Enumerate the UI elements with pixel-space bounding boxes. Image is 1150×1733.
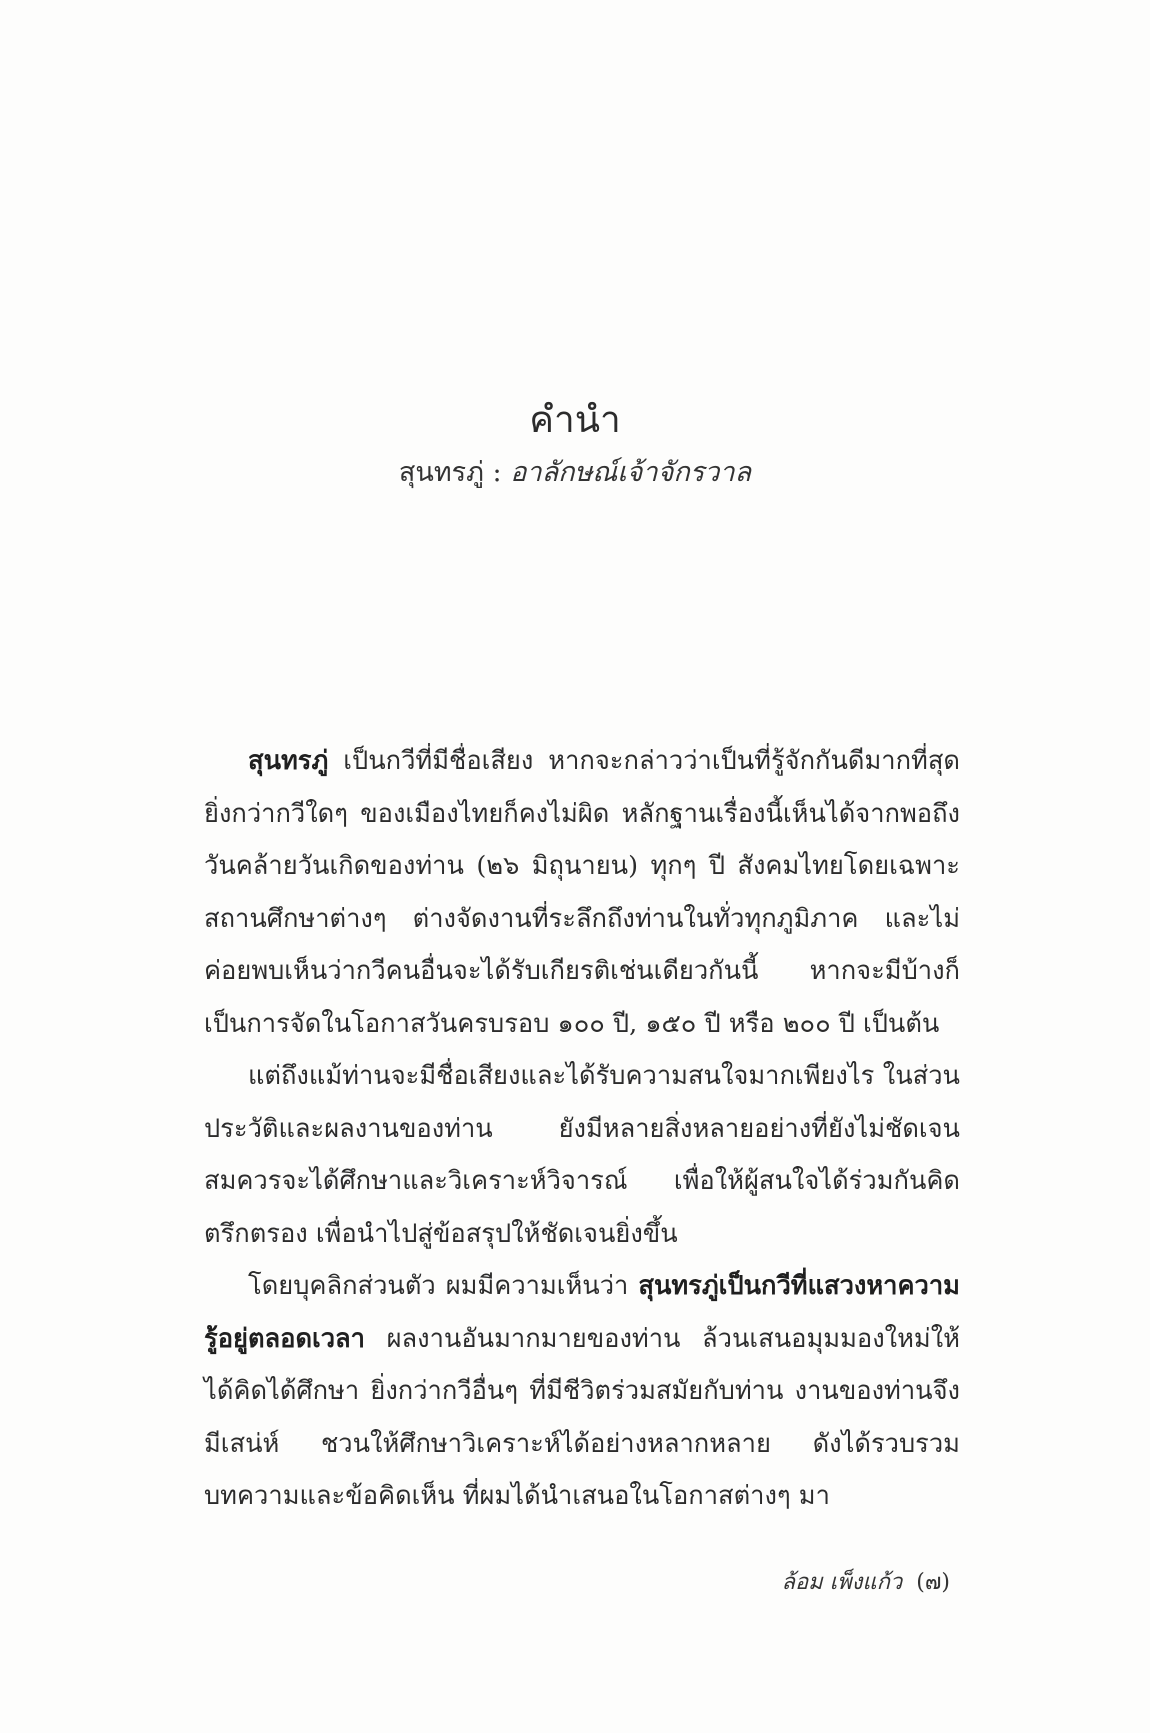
paragraph-3-text-after: ผลงานอันมากมายของท่าน ล้วนเสนอมุมมองใหม่ให้ได้คิดได้ศึกษา ยิ่งกว่ากวีอื่นๆ ที่มีชีวิตร่วมสมัยกับท่าน งานของท่านจึงมีเสน่ห์ ชวนให้ศึกษาวิเคราะห์ได้อย่างหลากหลาย ดังได้รวบรวมบทความและข้อคิดเห็น ที่ผมได้นำเสนอในโอกาสต่างๆ มา bbox=[204, 1323, 960, 1511]
page-title: คำนำ bbox=[529, 398, 621, 441]
paragraph-1-text: เป็นกวีที่มีชื่อเสียง หากจะกล่าวว่าเป็นที่รู้จักกันดีมากที่สุดยิ่งกว่ากวีใดๆ ของเมืองไทยก็คงไม่ผิด หลักฐานเรื่องนี้เห็นได้จากพอถึงวันคล้ายวันเกิดของท่าน (๒๖ มิถุนายน) ทุกๆ ปี สังคมไทยโดยเฉพาะสถานศึกษาต่างๆ ต่างจัดงานที่ระลึกถึงท่านในทั่วทุกภูมิภาค และไม่ค่อยพบเห็นว่ากวีคนอื่นจะได้รับเกียรติเช่นเดียวกันนี้ หากจะมีบ้างก็เป็นการจัดในโอกาสวันครบรอบ ๑๐๐ ปี, ๑๕๐ ปี หรือ ๒๐๐ ปี เป็นต้น bbox=[204, 746, 960, 1039]
subtitle-italic: อาลักษณ์เจ้าจักรวาล bbox=[510, 457, 752, 488]
paragraph-3 bbox=[204, 1260, 960, 1523]
paragraph-1-bold-lead: สุนทรภู่ bbox=[248, 746, 329, 776]
page-subtitle bbox=[0, 453, 1150, 493]
paragraph-1 bbox=[204, 735, 960, 1050]
body-text bbox=[204, 735, 960, 1523]
subtitle-prefix: สุนทรภู่ : bbox=[398, 457, 511, 488]
page-number: (๗) bbox=[916, 1570, 950, 1595]
paragraph-3-text-before: โดยบุคลิกส่วนตัว ผมมีความเห็นว่า bbox=[248, 1271, 639, 1301]
paragraph-2 bbox=[204, 1050, 960, 1260]
paragraph-2-text: แต่ถึงแม้ท่านจะมีชื่อเสียงและได้รับความสนใจมากเพียงไร ในส่วนประวัติและผลงานของท่าน ยังมีหลายสิ่งหลายอย่างที่ยังไม่ชัดเจน สมควรจะได้ศึกษาและวิเคราะห์วิจารณ์ เพื่อให้ผู้สนใจได้ร่วมกันคิด ตรึกตรอง เพื่อนำไปสู่ข้อสรุปให้ชัดเจนยิ่งขึ้น bbox=[204, 1061, 960, 1249]
paragraph-3-bold-mid: สุนทรภู่เป็นกวีที่แสวงหาความรู้อยู่ตลอดเวลา bbox=[204, 1271, 960, 1354]
footer-author: ล้อม เพ็งแก้ว bbox=[781, 1570, 903, 1595]
page-footer bbox=[781, 1568, 950, 1598]
